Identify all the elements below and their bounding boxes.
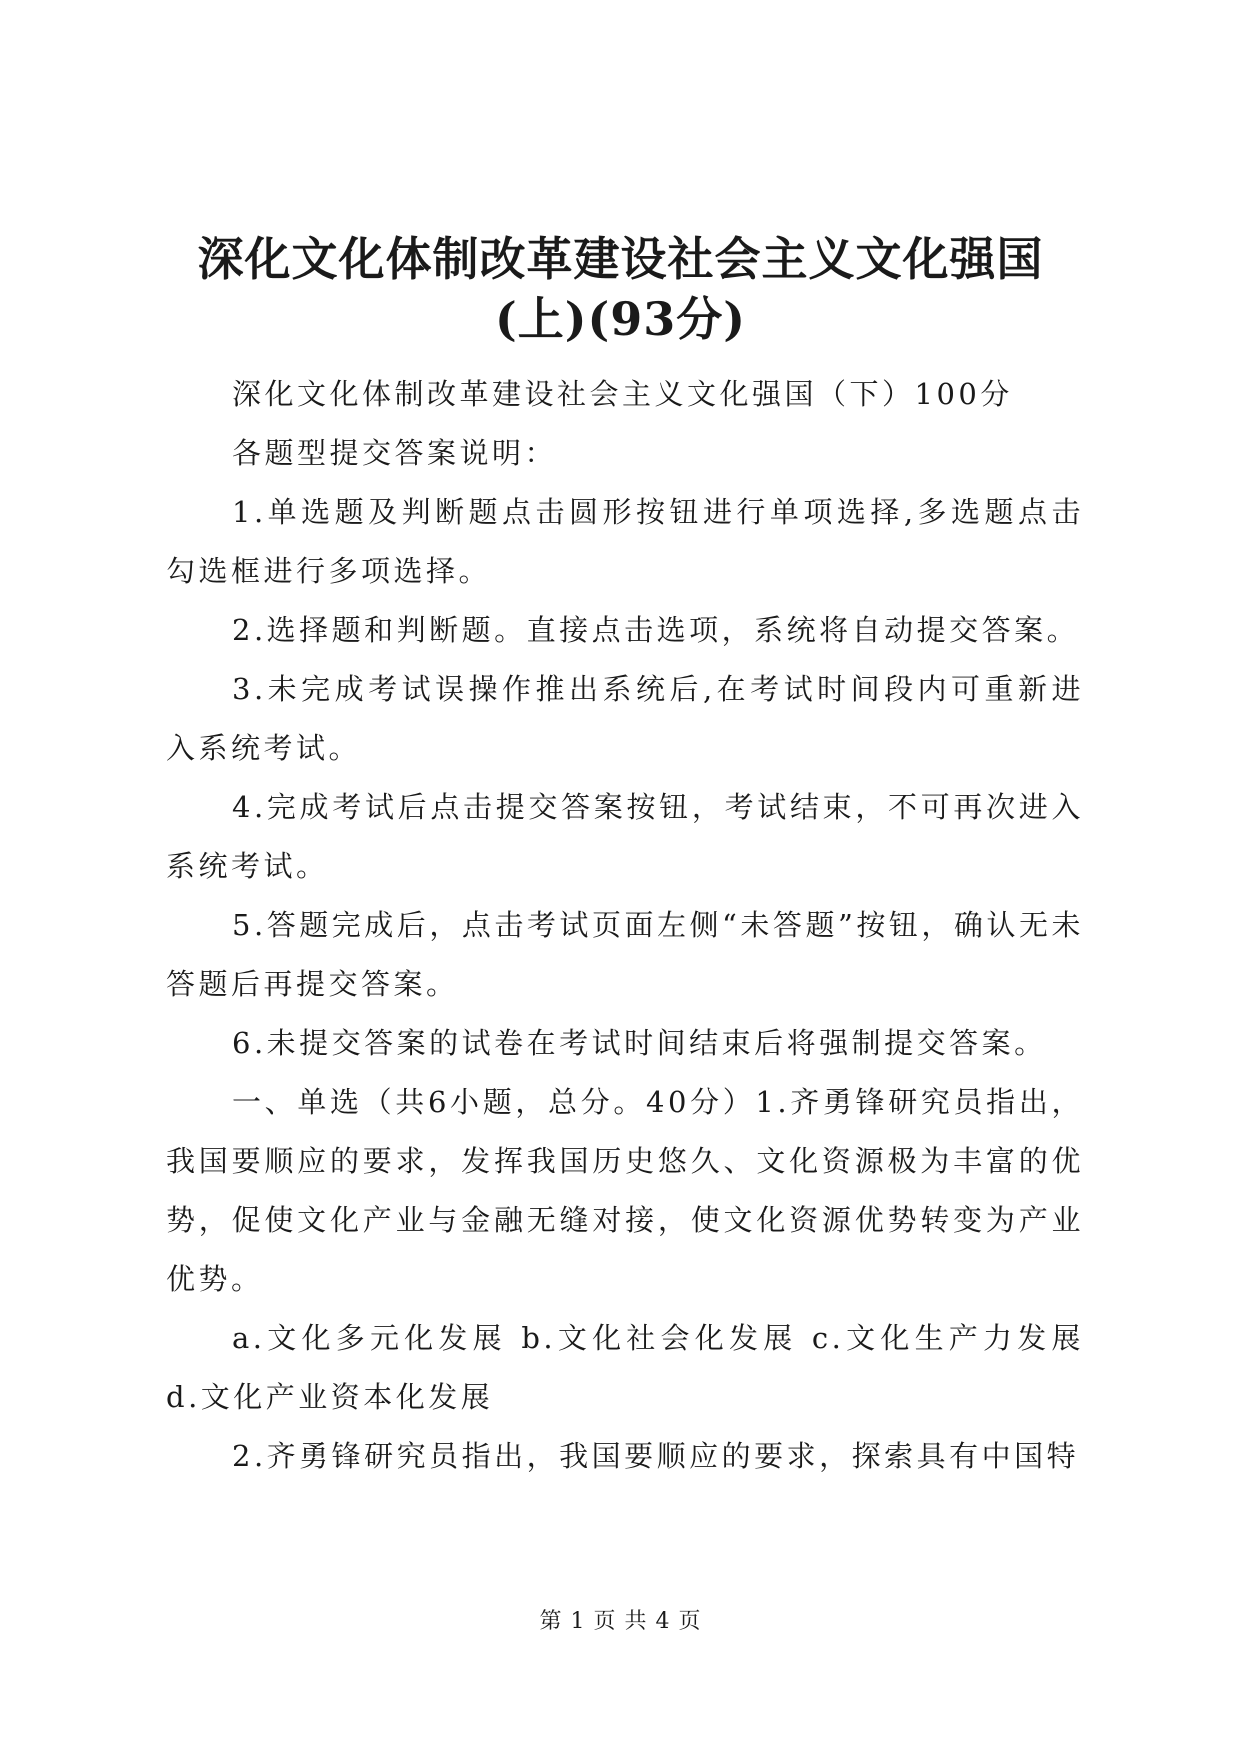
paragraph: 3.未完成考试误操作推出系统后,在考试时间段内可重新进入系统考试。	[166, 672, 1084, 765]
paragraph: a.文化多元化发展 b.文化社会化发展 c.文化生产力发展 d.文化产业资本化发展	[166, 1321, 1084, 1414]
paragraph: 深化文化体制改革建设社会主义文化强国（下）100分	[232, 377, 1013, 411]
paragraph: 各题型提交答案说明：	[232, 436, 558, 470]
page-footer: 第 1 页 共 4 页	[539, 1609, 702, 1634]
paragraph: 2.齐勇锋研究员指出，我国要顺应的要求，探索具有中国特	[232, 1439, 1080, 1473]
document-title-line1: 深化文化体制改革建设社会主义文化强国	[197, 232, 1044, 286]
document-body	[166, 365, 1084, 1486]
paragraph: 4.完成考试后点击提交答案按钮，考试结束，不可再次进入系统考试。	[166, 790, 1084, 883]
paragraph: 5.答题完成后，点击考试页面左侧“未答题”按钮，确认无未答题后再提交答案。	[166, 908, 1084, 1001]
paragraph: 2.选择题和判断题。直接点击选项，系统将自动提交答案。	[232, 613, 1080, 647]
document-title-line2: (上)(93分)	[494, 292, 747, 346]
paragraph: 一、单选（共6小题，总分。40分）1.齐勇锋研究员指出，我国要顺应的要求，发挥我国历史悠久、文化资源极为丰富的优势，促使文化产业与金融无缝对接，使文化资源优势转变为产业优势。	[166, 1085, 1084, 1296]
paragraph: 6.未提交答案的试卷在考试时间结束后将强制提交答案。	[232, 1026, 1047, 1060]
paragraph: 1.单选题及判断题点击圆形按钮进行单项选择,多选题点击勾选框进行多项选择。	[166, 495, 1084, 588]
